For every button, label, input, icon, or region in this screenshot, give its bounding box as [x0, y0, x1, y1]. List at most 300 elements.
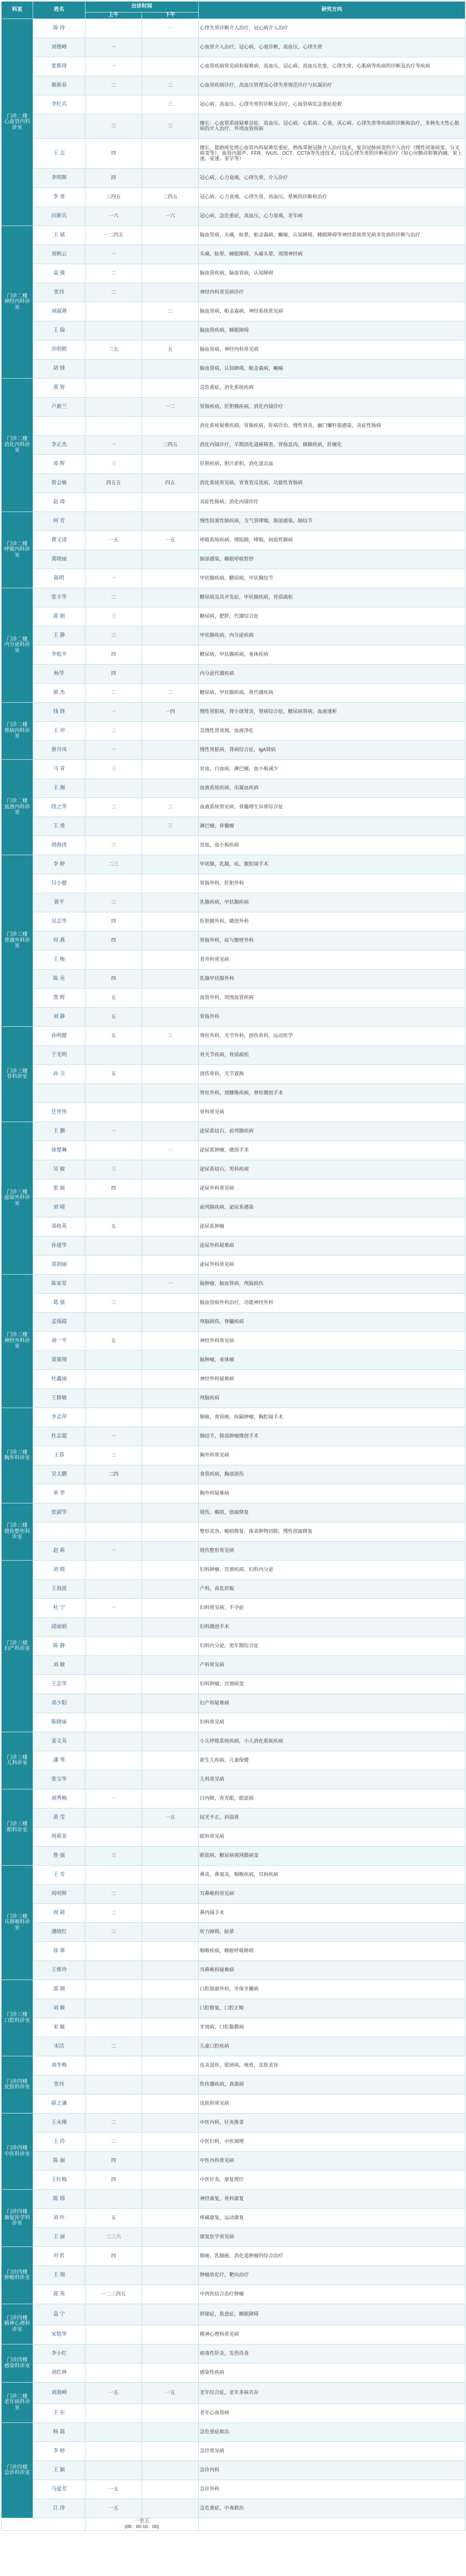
afternoon-slot-cell: 一五 [142, 1808, 199, 1828]
doctor-row [2, 1732, 465, 1751]
morning-slot-cell: 四 [85, 2247, 142, 2266]
morning-slot-cell: 五 [85, 1332, 142, 1351]
research-direction-cell: 烧伤整形常见病 [199, 1542, 465, 1561]
doctor-row [2, 1389, 465, 1408]
doctor-row [2, 1275, 465, 1294]
morning-slot-cell: 三 [85, 1923, 142, 1942]
morning-slot-cell [85, 19, 142, 38]
doctor-row [2, 722, 465, 741]
research-direction-cell: 脊柱外科，颈腰椎疾病，脊柱微创手术 [199, 1084, 465, 1103]
doctor-row [2, 1923, 465, 1942]
afternoon-slot-cell: 二四五 [142, 436, 199, 455]
doctor-name-cell: 吴太鹏 [33, 1465, 85, 1484]
doctor-name-cell: 刘俊峰 [33, 38, 85, 57]
doctor-row [2, 1523, 465, 1542]
doctor-row [2, 665, 465, 684]
afternoon-slot-cell: 一六 [142, 207, 199, 226]
research-direction-cell: 肺癌，乳腺癌，消化道肿瘤的综合治疗 [199, 2247, 465, 2266]
morning-slot-cell [85, 2190, 142, 2209]
afternoon-slot-cell [142, 1618, 199, 1637]
research-direction-cell: 神经外科常见病 [199, 1332, 465, 1351]
morning-slot-cell: 四 [85, 645, 142, 665]
afternoon-slot-cell [142, 1980, 199, 1999]
research-direction-cell: 精神心理科常见病 [199, 2325, 465, 2344]
afternoon-slot-cell [142, 2094, 199, 2114]
morning-slot-cell: 一 [85, 1122, 142, 1141]
doctor-name-cell: 田新兵 [33, 207, 85, 226]
morning-slot-cell: 二 [85, 283, 142, 302]
doctor-name-cell: 李红兵 [33, 95, 85, 114]
afternoon-slot-cell: 二四五 [142, 188, 199, 207]
doctor-row [2, 1770, 465, 1789]
doctor-name-cell: 吴 敏 [33, 1160, 85, 1179]
doctor-row [2, 1828, 465, 1847]
doctor-row [2, 2037, 465, 2056]
afternoon-slot-cell: 三 [142, 114, 199, 139]
morning-slot-cell [85, 1256, 142, 1275]
afternoon-slot-cell: 一 [142, 1141, 199, 1160]
morning-slot-cell: 三 [85, 760, 142, 779]
footer-days: 一至五 [134, 2518, 150, 2524]
afternoon-slot-cell [142, 264, 199, 283]
doctor-row [2, 57, 465, 76]
morning-slot-cell: 二 [85, 1904, 142, 1923]
research-direction-cell: 新生儿疾病，儿童保健 [199, 1751, 465, 1770]
research-direction-cell: 淋巴瘤，骨髓瘤 [199, 817, 465, 836]
doctor-row [2, 2325, 465, 2344]
afternoon-slot-cell [142, 665, 199, 684]
doctor-row [2, 931, 465, 951]
name-header: 姓名 [33, 2, 85, 19]
doctor-row [2, 1808, 465, 1828]
afternoon-slot-cell [142, 2404, 199, 2423]
morning-slot-cell [85, 2461, 142, 2480]
research-direction-cell: 慢性肾脏病，肾病综合征，IgA肾病 [199, 741, 465, 760]
doctor-name-cell: 刘 叶 [33, 2209, 85, 2228]
afternoon-slot-cell [142, 722, 199, 741]
doctor-row [2, 264, 465, 283]
doctor-name-cell: 曾会敏 [33, 474, 85, 493]
doctor-name-cell: 王 颖 [33, 2461, 85, 2480]
afternoon-slot-cell [142, 1885, 199, 1904]
doctor-name-cell: 张斯琦 [33, 57, 85, 76]
morning-slot-cell [85, 1351, 142, 1370]
doctor-name-cell: 郭 杰 [33, 684, 85, 703]
afternoon-slot-cell [142, 1580, 199, 1599]
research-direction-cell: 听力障碍，眩晕 [199, 1923, 465, 1942]
doctor-name-cell: 郑 英 [33, 2285, 85, 2304]
morning-slot-cell [85, 512, 142, 531]
afternoon-slot-cell [142, 2499, 199, 2518]
doctor-name-cell: 胡 锋 [33, 360, 85, 379]
research-direction-cell: 皮炎湿疹，银屑病，痤疮，皮肤美容 [199, 2056, 465, 2075]
afternoon-slot-cell [142, 2037, 199, 2056]
afternoon-slot-cell [142, 912, 199, 931]
research-direction-cell: 慢性阻塞性肺疾病，支气管哮喘，肺部感染，肺结节 [199, 512, 465, 531]
doctor-name-cell: 卢新兰 [33, 398, 85, 417]
afternoon-slot-cell [142, 245, 199, 264]
doctor-row [2, 95, 465, 114]
doctor-name-cell: 刘 静 [33, 1008, 85, 1027]
doctor-name-cell: 于光明 [33, 1046, 85, 1065]
morning-slot-cell: 一 [85, 703, 142, 722]
department-cell: 门诊二楼 血液内科诊室 [2, 760, 33, 855]
morning-slot-cell: 二 [85, 1446, 142, 1465]
doctor-row [2, 684, 465, 703]
doctor-name-cell: 王 玲 [33, 2133, 85, 2152]
morning-slot-cell: 一六 [85, 207, 142, 226]
doctor-row [2, 1656, 465, 1675]
doctor-name-cell: 孟瑞霞 [33, 1313, 85, 1332]
doctor-name-cell: 宋 敏 [33, 2018, 85, 2037]
doctor-name-cell: 刘海峰 [33, 2383, 85, 2404]
doctor-row [2, 2499, 465, 2518]
research-direction-cell: 脑血管病，帕金森病，神经系统常见病 [199, 302, 465, 321]
doctor-row [2, 1465, 465, 1484]
doctor-name-cell: 吕小健 [33, 874, 85, 893]
morning-slot-cell [85, 1503, 142, 1523]
afternoon-slot-cell: 二 [142, 798, 199, 817]
morning-slot-cell [85, 874, 142, 893]
research-direction-cell: 眼科常见病 [199, 1828, 465, 1847]
research-direction-cell: 妇科微创手术 [199, 1618, 465, 1637]
research-direction-cell: 泌尿系肿瘤 [199, 1217, 465, 1237]
afternoon-slot-cell: 一五 [142, 531, 199, 550]
doctor-name-cell: 姜文英 [33, 1732, 85, 1751]
afternoon-slot-cell [142, 1332, 199, 1351]
morning-slot-cell: 一 [85, 1427, 142, 1446]
doctor-name-cell: 薛之谦 [33, 2094, 85, 2114]
department-cell: 门诊三楼 口腔科诊室 [2, 1980, 33, 2056]
morning-slot-cell: 一 [85, 57, 142, 76]
doctor-row [2, 2442, 465, 2461]
doctor-row [2, 2152, 465, 2171]
doctor-name-cell: 黄晓丽 [33, 550, 85, 569]
doctor-name-cell: 王 勇 [33, 817, 85, 836]
doctor-name-cell: 单 华 [33, 1484, 85, 1503]
doctor-name-cell: 陈 亮 [33, 970, 85, 989]
research-direction-cell: 创伤骨科，关节置换 [199, 1065, 465, 1084]
doctor-name-cell: 邱丽娟 [33, 1618, 85, 1637]
doctor-row [2, 1427, 465, 1446]
afternoon-slot-cell [142, 1523, 199, 1542]
research-direction-cell: 甲状腺，乳腺，疝，腹腔镜手术 [199, 855, 465, 874]
research-direction-cell: 前列腺疾病，泌尿系感染 [199, 1198, 465, 1217]
morning-slot-cell: 四 [85, 970, 142, 989]
afternoon-slot-cell [142, 588, 199, 607]
research-direction-cell: 食管疾病，胸部创伤 [199, 1465, 465, 1484]
doctor-name-cell: 吴志华 [33, 912, 85, 931]
doctor-row [2, 550, 465, 569]
afternoon-slot-cell [142, 1179, 199, 1198]
morning-slot-cell [85, 1656, 142, 1675]
afternoon-slot-cell [142, 1599, 199, 1618]
doctor-row [2, 1351, 465, 1370]
doctor-name-cell: 叶君 [33, 2247, 85, 2266]
doctor-row [2, 1294, 465, 1313]
afternoon-slot-cell [142, 1084, 199, 1103]
morning-slot-cell: 五 [85, 1065, 142, 1084]
afternoon-slot-cell [142, 2133, 199, 2152]
doctor-name-cell: 赵 琦 [33, 493, 85, 512]
afternoon-slot-cell [142, 455, 199, 474]
afternoon-slot-cell [142, 1503, 199, 1523]
morning-slot-cell: 四 [85, 2152, 142, 2171]
morning-slot-cell [85, 1389, 142, 1408]
research-direction-cell: 胃肠疾病，肝胆胰疾病，消化内镜诊疗 [199, 398, 465, 417]
morning-slot-cell: 三五 [85, 340, 142, 360]
research-direction-cell: 泌尿外科常见病 [199, 1256, 465, 1275]
doctor-row [2, 169, 465, 188]
doctor-name-cell: 徐 翠 [33, 1942, 85, 1961]
doctor-name-cell: 周 莉 [33, 1904, 85, 1923]
afternoon-slot-cell [142, 1427, 199, 1446]
afternoon-slot-cell [142, 1942, 199, 1961]
doctor-name-cell: 钱 锋 [33, 703, 85, 722]
department-cell: 门诊二楼 神经内科诊室 [2, 226, 33, 379]
research-direction-cell: 脑血管病，认知障碍，帕金森病，癫痫 [199, 360, 465, 379]
doctor-name-cell: 邓 晖 [33, 455, 85, 474]
research-direction-cell: 神经康复，骨科康复 [199, 2190, 465, 2209]
afternoon-slot-cell [142, 2325, 199, 2344]
department-cell: 门诊三楼 骨科诊室 [2, 1027, 33, 1122]
doctor-name-cell: 孙明健 [33, 1027, 85, 1046]
doctor-row [2, 1885, 465, 1904]
afternoon-slot-cell [142, 2075, 199, 2094]
research-direction-cell: 头痛，眩晕，睡眠障碍，头痛头晕，周围神经病 [199, 245, 465, 264]
morning-slot-cell: 一二三四五 [85, 2285, 142, 2304]
research-direction-cell: 口腔修复，口腔正畸 [199, 1999, 465, 2018]
research-direction-cell: 胃肠外科 [199, 1008, 465, 1027]
research-direction-cell: 白内障，青光眼，眼底病 [199, 1789, 465, 1808]
doctor-row [2, 2171, 465, 2190]
morning-slot-cell [85, 1808, 142, 1828]
doctor-row [2, 226, 465, 245]
doctor-name-cell: 袁 宁 [33, 2304, 85, 2325]
doctor-name-cell: 王永刚 [33, 2114, 85, 2133]
research-direction-cell: 脑血管疾病，脑血管病，认知障碍 [199, 264, 465, 283]
doctor-row [2, 1599, 465, 1618]
morning-slot-cell [85, 1198, 142, 1217]
doctor-row [2, 1580, 465, 1599]
doctor-row [2, 139, 465, 169]
doctor-name-cell: 王 灏 [33, 1122, 85, 1141]
research-direction-cell: 颅脑损伤，脊髓疾病 [199, 1313, 465, 1332]
afternoon-slot-cell [142, 2461, 199, 2480]
research-direction-cell: 泌尿外科疑难病 [199, 1237, 465, 1256]
department-cell: 门诊三楼 胸外科诊室 [2, 1408, 33, 1503]
doctor-row [2, 2404, 465, 2423]
doctor-name-cell: 徐楚琳 [33, 1141, 85, 1160]
doctor-row [2, 2018, 465, 2037]
morning-slot-cell: 三 [85, 626, 142, 645]
research-direction-cell: 心血管疾病诊疗，高血压管理及心律失常规范诊疗与抗凝治疗 [199, 76, 465, 95]
doctor-row [2, 1980, 465, 1999]
morning-slot-cell: 三 [85, 893, 142, 912]
department-cell: 门诊三楼 烧伤整形科诊室 [2, 1503, 33, 1561]
doctor-name-cell: 江 涛 [33, 2499, 85, 2518]
doctor-row [2, 283, 465, 302]
research-direction-cell: 冠心病，急危重症，高血压，心力衰竭，老年病 [199, 207, 465, 226]
doctor-name-cell: 杜志超 [33, 1427, 85, 1446]
afternoon-slot-cell [142, 2190, 199, 2209]
department-cell: 门诊四楼 感染科诊室 [2, 2344, 33, 2383]
research-direction-cell: 鼻炎，鼻窦炎，咽喉疾病，耳科疾病 [199, 1866, 465, 1885]
footer-filler [199, 2518, 465, 2531]
doctor-row [2, 1484, 465, 1503]
morning-slot-cell [85, 379, 142, 398]
morning-slot-cell [85, 1732, 142, 1751]
footer-hours [85, 2518, 199, 2531]
doctor-name-cell: 陈 锦 [33, 2190, 85, 2209]
doctor-row [2, 2304, 465, 2325]
afternoon-slot-cell [142, 1065, 199, 1084]
doctor-row [2, 398, 465, 417]
doctor-name-cell: 王海波 [33, 1580, 85, 1599]
doctor-row [2, 2133, 465, 2152]
doctor-row [2, 970, 465, 989]
doctor-row [2, 340, 465, 360]
afternoon-slot-cell [142, 1542, 199, 1561]
doctor-row [2, 188, 465, 207]
research-direction-cell: 急危重症救治 [199, 2423, 465, 2442]
doctor-name-cell: 周莉菲 [33, 1828, 85, 1847]
morning-slot-cell [85, 550, 142, 569]
research-direction-cell: 冠心病、高血压、心律失常的诊断及治疗，心血管病危急重症抢救 [199, 95, 465, 114]
afternoon-slot-cell [142, 57, 199, 76]
morning-slot-cell: 三 [85, 455, 142, 474]
doctor-name-cell: 刘秀梅 [33, 1789, 85, 1808]
department-cell: 门诊四楼 急诊科诊室 [2, 2423, 33, 2518]
department-cell: 门诊四楼 肿瘤科诊室 [2, 2247, 33, 2304]
afternoon-slot-cell: 二 [142, 684, 199, 703]
research-direction-cell: 颅脑疾病 [199, 1389, 465, 1408]
morning-slot-cell [85, 2056, 142, 2075]
morning-slot-cell: 四 [85, 931, 142, 951]
research-direction-cell: 急诊外科 [199, 2480, 465, 2499]
afternoon-slot-cell [142, 1256, 199, 1275]
research-direction-cell: 妇科常见病 [199, 1713, 465, 1732]
afternoon-slot-cell [142, 1561, 199, 1580]
research-direction-cell: 胸外科常见病 [199, 1446, 465, 1465]
afternoon-slot-cell [142, 1484, 199, 1503]
doctor-row [2, 1637, 465, 1656]
morning-slot-cell [85, 2442, 142, 2461]
afternoon-slot-cell [142, 2171, 199, 2190]
doctor-name-cell: 陈家星 [33, 1275, 85, 1294]
afternoon-slot-cell [142, 2209, 199, 2228]
department-cell: 门诊二楼 内分泌科诊室 [2, 588, 33, 703]
afternoon-slot-cell [142, 1160, 199, 1179]
morning-slot-cell: 一五 [85, 2480, 142, 2499]
afternoon-slot-cell: 一四 [142, 703, 199, 722]
morning-slot-cell: 三四五 [85, 188, 142, 207]
research-direction-cell: 脑肿瘤，脑血管病，颅脑损伤 [199, 1275, 465, 1294]
doctor-name-cell [33, 1084, 85, 1103]
research-direction-cell: 糖尿病及其并发症，甲状腺疾病，骨质疏松 [199, 588, 465, 607]
doctor-row [2, 1961, 465, 1980]
afternoon-slot-cell [142, 283, 199, 302]
research-direction-cell: 脑血管疾病，睡眠障碍 [199, 321, 465, 340]
research-direction-cell: 骨关节疾病，骨质疏松 [199, 1046, 465, 1065]
morning-slot-cell: 三 [85, 1160, 142, 1179]
doctor-row [2, 1694, 465, 1713]
research-direction-cell: 皮肤科常见病 [199, 2094, 465, 2114]
morning-slot-cell [85, 2344, 142, 2364]
morning-slot-cell: 二四 [85, 1465, 142, 1484]
doctor-row [2, 855, 465, 874]
department-cell: 门诊二楼 肾病内科诊室 [2, 703, 33, 760]
morning-slot-cell [85, 2325, 142, 2344]
department-cell: 门诊四楼 中医科诊室 [2, 2114, 33, 2190]
research-direction-cell: 糖尿病，甲状腺疾病，骨代谢疾病 [199, 684, 465, 703]
doctor-row [2, 302, 465, 321]
doctor-row [2, 893, 465, 912]
afternoon-slot-cell [142, 1103, 199, 1122]
doctor-name-cell: 王蓉 [33, 1446, 85, 1465]
morning-slot-cell: 一五 [85, 531, 142, 550]
afternoon-slot-cell [142, 2480, 199, 2499]
afternoon-slot-cell [142, 2018, 199, 2037]
morning-slot-cell: 四 [85, 1179, 142, 1198]
afternoon-slot-cell [142, 741, 199, 760]
afternoon-slot-cell [142, 379, 199, 398]
afternoon-slot-cell [142, 2114, 199, 2133]
morning-slot-cell [85, 1370, 142, 1389]
afternoon-slot-cell [142, 1446, 199, 1465]
research-direction-cell: 泌尿外科常见病 [199, 1179, 465, 1198]
research-direction-cell: 心律失常诊断介入治疗，冠心病介入治疗 [199, 19, 465, 38]
doctor-name-cell: 张伟 [33, 2075, 85, 2094]
research-direction-cell: 妇科内分泌，更年期综合征 [199, 1637, 465, 1656]
morning-slot-cell [85, 2018, 142, 2037]
doctor-name-cell: 马 青 [33, 760, 85, 779]
afternoon-slot-cell [142, 1237, 199, 1256]
research-direction-cell: 脑肿瘤，垂体瘤 [199, 1351, 465, 1370]
doctor-row [2, 1046, 465, 1065]
doctor-name-cell: 李松平 [33, 645, 85, 665]
research-direction-cell: 贫血，白血病，淋巴瘤，血小板减少 [199, 760, 465, 779]
afternoon-slot-cell [142, 139, 199, 169]
morning-slot-cell: 二 [85, 798, 142, 817]
doctor-row [2, 2190, 465, 2209]
clinic-schedule-table [1, 1, 465, 2531]
doctor-name-cell: 杨华 [33, 665, 85, 684]
doctor-name-cell: 刘 晓 [33, 1561, 85, 1580]
clinic-time-header: 出诊时间 [85, 2, 199, 13]
afternoon-slot-cell [142, 1770, 199, 1789]
doctor-name-cell: 张伟 [33, 283, 85, 302]
research-direction-cell: 性传播疾病，真菌病 [199, 2075, 465, 2094]
doctor-row [2, 1904, 465, 1923]
morning-slot-cell: 二 [85, 588, 142, 607]
doctor-name-cell: 邵 刚 [33, 1980, 85, 1999]
doctor-row [2, 531, 465, 550]
morning-slot-cell: 一 [85, 741, 142, 760]
department-cell: 门诊三楼 泌尿外科诊室 [2, 1122, 33, 1275]
afternoon-slot-cell [142, 2423, 199, 2442]
doctor-name-cell: 李正杰 [33, 436, 85, 455]
afternoon-slot-cell [142, 2364, 199, 2383]
research-direction-cell: 乳腺甲状腺外科 [199, 970, 465, 989]
doctor-row [2, 2423, 465, 2442]
doctor-row [2, 2247, 465, 2266]
research-direction-cell: 老年心血管病 [199, 2404, 465, 2423]
morning-slot-cell: 三 [85, 836, 142, 855]
research-direction-cell: 整形美容，瘢痕修复，体表肿物切除，慢性创面修复 [199, 1523, 465, 1542]
research-direction-cell: 血液系统常见病，骨髓增生异常综合征 [199, 798, 465, 817]
doctor-row [2, 1446, 465, 1465]
